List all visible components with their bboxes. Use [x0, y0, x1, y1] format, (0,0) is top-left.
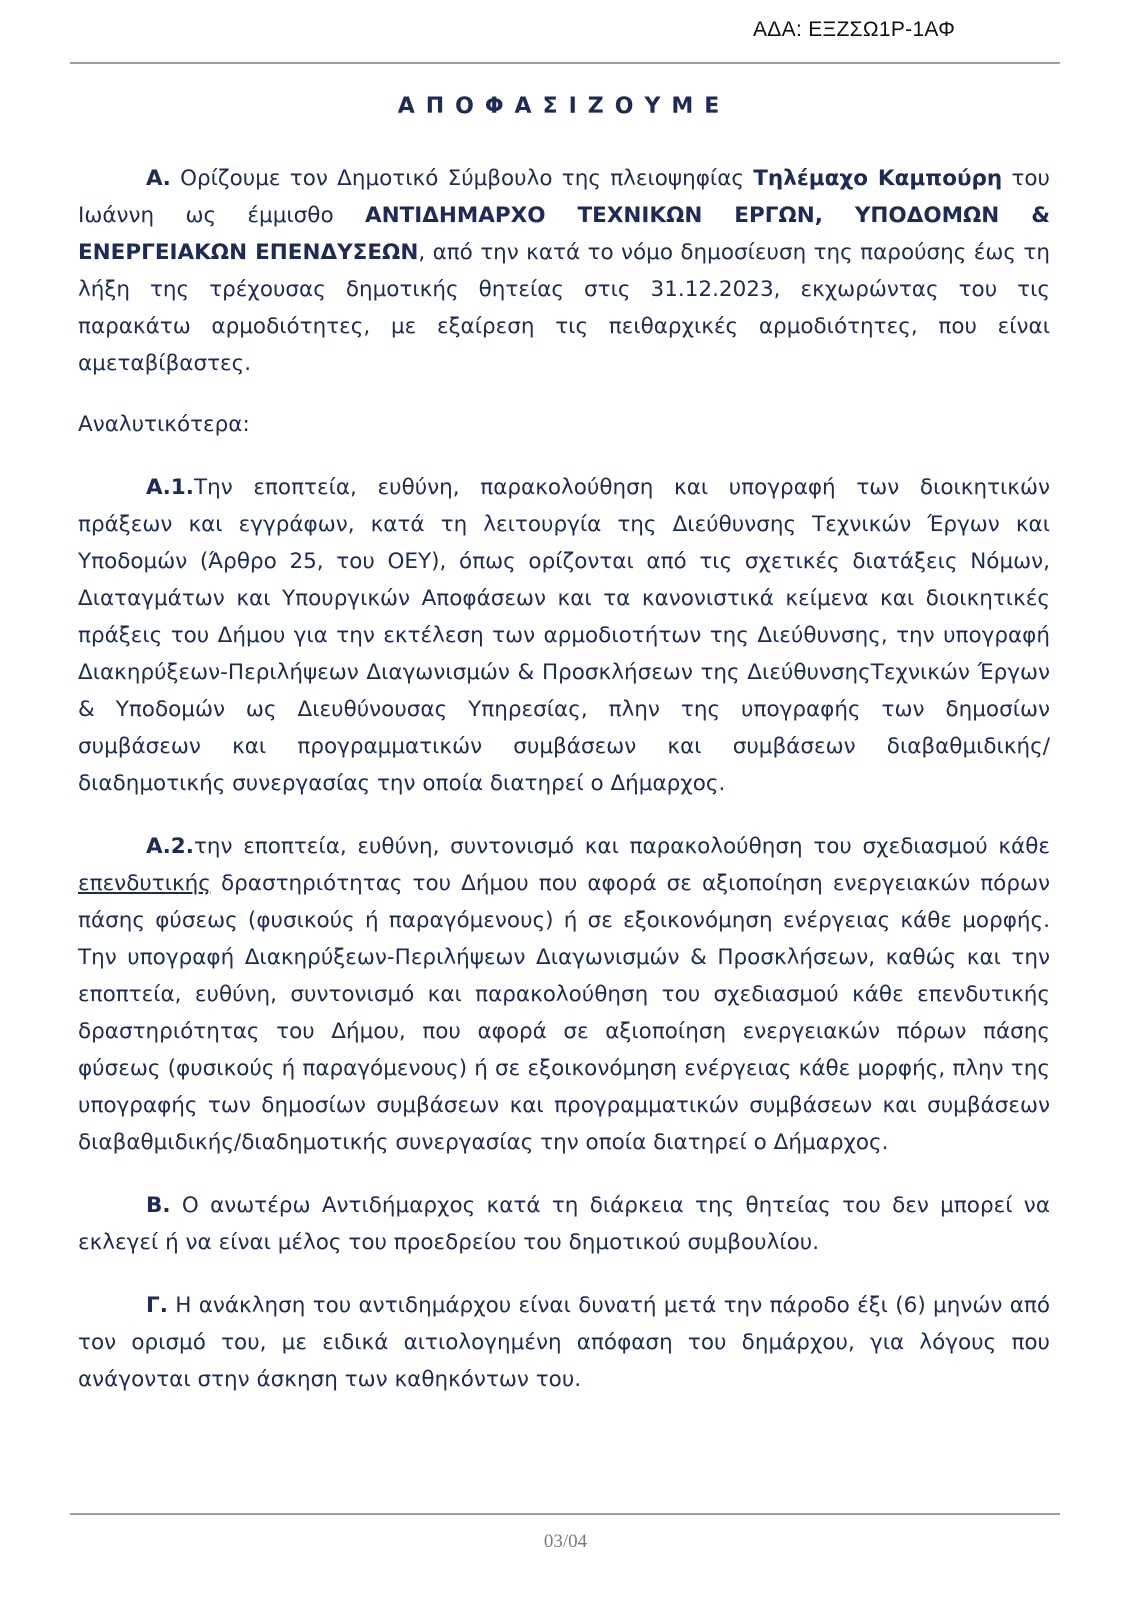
section-c: [78, 1287, 1050, 1398]
footer-divider: [70, 1513, 1060, 1515]
section-b-label: Β.: [146, 1193, 171, 1218]
decision-title: ΑΠΟΦΑΣΙΖΟΥΜΕ: [397, 94, 731, 119]
section-a-text-1: Ορίζουμε τον Δημοτικό Σύμβουλο της πλειοψηφίας: [170, 166, 754, 191]
section-a2-underlined: επενδυτικής: [78, 871, 211, 896]
section-a2-text-2: δραστηριότητας του Δήμου που αφορά σε αξιοποίηση ενεργειακών πόρων πάσης φύσεως (φυσικούς ή παραγόμενους) ή σε εξοικονόμηση ενέργειας κάθε μορφής. Την υπογραφή Διακηρύξεων-Περιλήψεων Διαγωνισμών & Προσκλήσεων, καθώς και την εποπτεία, ευθύνη, συντονισμό και παρακολούθηση του σχεδιασμού κάθε επενδυτικής δραστηριότητας του Δήμου, που αφορά σε αξιοποίηση ενεργειακών πόρων πάσης φύσεως (φυσικούς ή παραγόμενους) ή σε εξοικονόμηση ενέργειας κάθε μορφής, πλην της υπογραφής των δημοσίων συμβάσεων και προγραμματικών συμβάσεων και συμβάσεων διαβαθμιδικής/διαδημοτικής συνεργασίας την οποία διατηρεί ο Δήμαρχος.: [78, 871, 1050, 1155]
details-label: Αναλυτικότερα:: [78, 412, 250, 437]
section-a-text-3: , από την κατά το νόμο δημοσίευση της παρούσης έως τη λήξη της τρέχουσας δημοτικής θητείας στις 31.12.2023, εκχωρώντας του τις παρακάτω αρμοδιότητες, με εξαίρεση τις πειθαρχικές αρμοδιότητες, που είναι αμεταβίβαστες.: [78, 240, 1051, 376]
section-a-text-2: του Ιωάννη ως έμμισθο: [78, 166, 1050, 228]
section-a2: [78, 828, 1050, 1161]
section-a2-text-1: την εποπτεία, ευθύνη, συντονισμό και παρακολούθηση του σχεδιασμού κάθε: [193, 834, 1050, 859]
section-b-text: Ο ανωτέρω Αντιδήμαρχος κατά τη διάρκεια της θητείας του δεν μπορεί να εκλεγεί ή να είναι μέλος του προεδρείου του δημοτικού συμβουλίου.: [78, 1193, 1050, 1255]
ada-code: ΑΔΑ: ΕΞΖΣΩ1Ρ-1ΑΦ: [753, 18, 956, 41]
section-a2-label: Α.2.: [146, 834, 194, 859]
section-a-label: Α.: [146, 166, 171, 191]
section-a: [78, 160, 1050, 382]
appointee-name: Τηλέμαχο Καμπούρη: [753, 166, 1003, 191]
header-divider: [70, 62, 1060, 64]
document-body: [78, 90, 1050, 1398]
section-a1-text: Την εποπτεία, ευθύνη, παρακολούθηση και υπογραφή των διοικητικών πράξεων και εγγράφων, κατά τη λειτουργία της Διεύθυνσης Τεχνικών Έργων και Υποδομών (Άρθρο 25, του ΟΕΥ), όπως ορίζονται από τις σχετικές διατάξεις Νόμων, Διαταγμάτων και Υπουργικών Αποφάσεων και τα κανονιστικά κείμενα και διοικητικές πράξεις του Δήμου για την εκτέλεση των αρμοδιοτήτων της Διεύθυνσης, την υπογραφή Διακηρύξεων-Περιλήψεων Διαγωνισμών & Προσκλήσεων της ΔιεύθυνσηςΤεχνικών Έργων & Υποδομών ως Διευθύνουσας Υπηρεσίας, πλην της υπογραφής των δημοσίων συμβάσεων και προγραμματικών συμβάσεων και συμβάσεων διαβαθμιδικής/διαδημοτικής συνεργασίας την οποία διατηρεί ο Δήμαρχος.: [78, 475, 1050, 796]
section-a1-label: Α.1.: [146, 475, 194, 500]
section-c-label: Γ.: [146, 1293, 168, 1318]
section-c-text: Η ανάκληση του αντιδημάρχου είναι δυνατή μετά την πάροδο έξι (6) μηνών από τον ορισμό του, με ειδικά αιτιολογημένη απόφαση του δημάρχου, για λόγους που ανάγονται στην άσκηση των καθηκόντων του.: [78, 1293, 1050, 1392]
section-a1: [78, 469, 1050, 802]
section-b: [78, 1187, 1050, 1261]
page-number: 03/04: [543, 1531, 588, 1552]
appointee-position: ΑΝΤΙΔΗΜΑΡΧΟ ΤΕΧΝΙΚΩΝ ΕΡΓΩΝ, ΥΠΟΔΟΜΩΝ & ΕΝΕΡΓΕΙΑΚΩΝ ΕΠΕΝΔΥΣΕΩΝ: [78, 203, 1050, 265]
